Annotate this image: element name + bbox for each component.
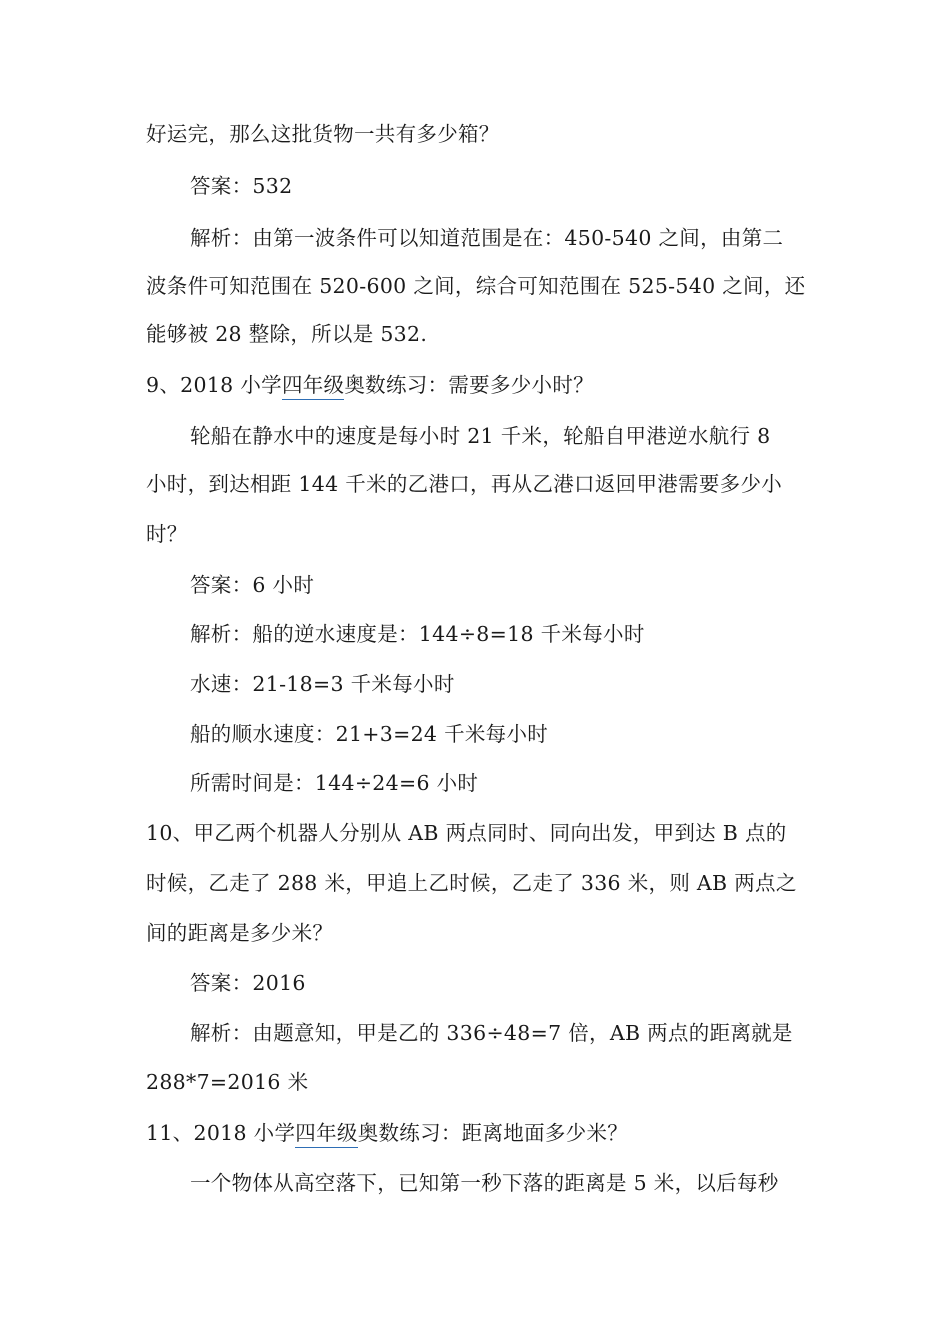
analysis-line: 所需时间是：144÷24=6 小时 (190, 771, 479, 795)
question-10-text: 10、甲乙两个机器人分别从 AB 两点同时、同向出发，甲到达 B 点的 (146, 821, 787, 845)
question-text-line: 间的距离是多少米？ (146, 921, 334, 945)
question-11-title (146, 1120, 628, 1146)
title-suffix: 奥数练习：距离地面多少米？ (357, 1121, 629, 1145)
question-text-line: 时？ (146, 522, 188, 546)
question-text-line: 一个物体从高空落下，已知第一秒下落的距离是 5 米，以后每秒 (190, 1171, 779, 1195)
answer-line: 答案：2016 (190, 971, 306, 995)
title-prefix: 11、2018 小学 (146, 1121, 296, 1145)
title-suffix: 奥数练习：需要多少小时？ (344, 373, 594, 397)
question-text-line: 时候，乙走了 288 米，甲追上乙时候，乙走了 336 米，则 AB 两点之 (146, 871, 797, 895)
analysis-line: 解析：船的逆水速度是：144÷8=18 千米每小时 (190, 622, 645, 646)
title-prefix: 9、2018 小学 (146, 373, 282, 397)
question-9-title (146, 372, 594, 398)
grade-link[interactable]: 四年级 (282, 373, 344, 400)
analysis-line: 船的顺水速度：21+3=24 千米每小时 (190, 722, 549, 746)
question-text-line: 轮船在静水中的速度是每小时 21 千米，轮船自甲港逆水航行 8 (190, 424, 771, 448)
analysis-line: 解析：由第一波条件可以知道范围是在：450-540 之间，由第二 (190, 226, 784, 250)
text-line: 能够被 28 整除，所以是 532. (146, 322, 428, 346)
text-line: 波条件可知范围在 520-600 之间，综合可知范围在 525-540 之间，还 (146, 274, 806, 298)
text-line: 好运完，那么这批货物一共有多少箱？ (146, 122, 500, 146)
analysis-line: 水速：21-18=3 千米每小时 (190, 672, 455, 696)
question-text-line: 小时，到达相距 144 千米的乙港口，再从乙港口返回甲港需要多少小 (146, 472, 783, 496)
text-line: 288*7=2016 米 (146, 1070, 309, 1094)
grade-link[interactable]: 四年级 (295, 1121, 357, 1148)
analysis-line: 解析：由题意知，甲是乙的 336÷48=7 倍，AB 两点的距离就是 (190, 1021, 793, 1045)
answer-line: 答案：532 (190, 174, 293, 198)
answer-line: 答案：6 小时 (190, 573, 315, 597)
